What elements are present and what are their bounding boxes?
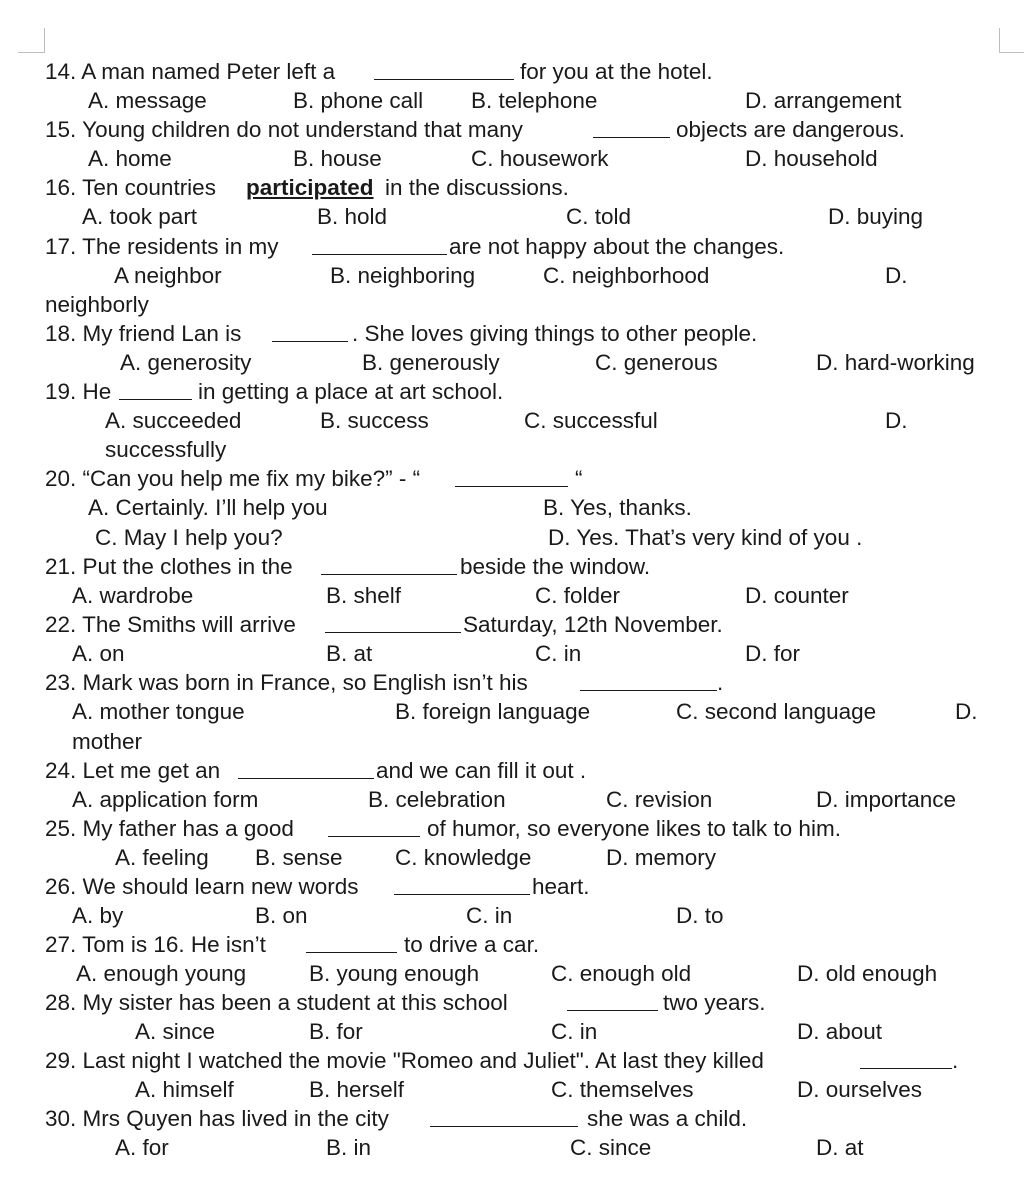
answer-option: B. sense — [255, 845, 343, 870]
question-text-after: “ — [575, 466, 583, 491]
question-text-after: . She loves giving things to other people. — [352, 321, 758, 346]
answer-option-continued: mother — [72, 729, 143, 754]
question-text-after: of humor, so everyone likes to talk to him. — [427, 816, 841, 841]
options-line — [0, 523, 1024, 552]
question-text: 26. We should learn new words — [45, 874, 359, 899]
answer-option: B. telephone — [471, 88, 598, 113]
options-line — [0, 261, 1024, 290]
page-corner-mark-right — [999, 28, 1024, 53]
question-text-after: Saturday, 12th November. — [463, 612, 723, 637]
answer-option: D. household — [745, 146, 878, 171]
question-line — [0, 930, 1024, 959]
question-text: 30. Mrs Quyen has lived in the city — [45, 1106, 389, 1131]
answer-option: A. Certainly. I’ll help you — [88, 495, 328, 520]
answer-option: B. on — [255, 903, 308, 928]
question-text: 19. He — [45, 379, 112, 404]
answer-option: B. in — [326, 1135, 372, 1160]
question-text: 15. Young children do not understand that many — [45, 117, 523, 142]
question-line — [0, 668, 1024, 697]
answer-option: D. old enough — [797, 961, 938, 986]
answer-blank[interactable] — [328, 814, 420, 837]
answer-option: C. May I help you? — [95, 525, 283, 550]
answer-option: A. feeling — [115, 845, 209, 870]
answer-option: B. success — [320, 408, 429, 433]
answer-option: A. home — [88, 146, 172, 171]
answer-option: B. herself — [309, 1077, 405, 1102]
answer-option-continued: neighborly — [45, 292, 149, 317]
question-text-after: . — [717, 670, 724, 695]
question-line — [0, 756, 1024, 785]
answer-option: A. enough young — [76, 961, 247, 986]
question-text: 23. Mark was born in France, so English isn’t his — [45, 670, 528, 695]
answer-option: B. neighboring — [330, 263, 476, 288]
answer-option: D. to — [676, 903, 724, 928]
answer-blank[interactable] — [119, 377, 192, 400]
answer-option: A. for — [115, 1135, 169, 1160]
answer-option: D. — [885, 263, 908, 288]
answer-option: D. importance — [816, 787, 957, 812]
question-text: 25. My father has a good — [45, 816, 294, 841]
answer-option: C. since — [570, 1135, 652, 1160]
options-line — [0, 406, 1024, 435]
answer-blank[interactable] — [430, 1104, 578, 1127]
options-line — [0, 1075, 1024, 1104]
answer-option: A. on — [72, 641, 125, 666]
options-line — [0, 348, 1024, 377]
answer-option: B. for — [309, 1019, 363, 1044]
answer-option: D. about — [797, 1019, 883, 1044]
question-text: 18. My friend Lan is — [45, 321, 242, 346]
answer-option: A. wardrobe — [72, 583, 194, 608]
question-line — [0, 610, 1024, 639]
options-line — [0, 1133, 1024, 1162]
options-line — [0, 144, 1024, 173]
question-line — [0, 173, 1024, 202]
answer-blank[interactable] — [325, 610, 461, 633]
answer-option: B. at — [326, 641, 373, 666]
question-line — [0, 377, 1024, 406]
options-line — [0, 959, 1024, 988]
answer-option: A neighbor — [114, 263, 222, 288]
answer-blank[interactable] — [593, 115, 670, 138]
question-text: 29. Last night I watched the movie "Romeo and Juliet". At last they killed — [45, 1048, 764, 1073]
answer-option: C. in — [466, 903, 513, 928]
question-text-after: beside the window. — [460, 554, 651, 579]
question-text-after: and we can fill it out . — [376, 758, 587, 783]
answer-option: B. Yes, thanks. — [543, 495, 692, 520]
answer-option: D. at — [816, 1135, 864, 1160]
question-text: 27. Tom is 16. He isn’t — [45, 932, 266, 957]
answer-option-continued: successfully — [105, 437, 227, 462]
question-text: 17. The residents in my — [45, 234, 279, 259]
answer-option: B. house — [293, 146, 382, 171]
options-line — [0, 639, 1024, 668]
question-line — [0, 1104, 1024, 1133]
answer-option: A. generosity — [120, 350, 252, 375]
question-line — [0, 232, 1024, 261]
answer-blank[interactable] — [374, 57, 514, 80]
answer-blank[interactable] — [394, 872, 530, 895]
question-text-after: are not happy about the changes. — [449, 234, 785, 259]
question-text-after: she was a child. — [587, 1106, 748, 1131]
answer-blank[interactable] — [321, 552, 457, 575]
options-line — [0, 581, 1024, 610]
answer-option: B. generously — [362, 350, 500, 375]
answer-option: C. told — [566, 204, 632, 229]
options-line — [0, 843, 1024, 872]
answer-option: D. for — [745, 641, 801, 666]
options-line — [0, 697, 1024, 726]
answer-option: A. succeeded — [105, 408, 242, 433]
options-line — [0, 202, 1024, 231]
question-text-after: two years. — [663, 990, 766, 1015]
question-text-after: in the discussions. — [385, 175, 569, 200]
question-line — [0, 872, 1024, 901]
answer-option: B. hold — [317, 204, 388, 229]
question-line — [0, 552, 1024, 581]
options-line — [0, 785, 1024, 814]
answer-option: C. generous — [595, 350, 718, 375]
answer-option: C. themselves — [551, 1077, 694, 1102]
answer-option: D. buying — [828, 204, 924, 229]
question-line — [0, 57, 1024, 86]
answer-option: C. second language — [676, 699, 877, 724]
answer-option: A. by — [72, 903, 124, 928]
question-line — [0, 988, 1024, 1017]
answer-option: B. foreign language — [395, 699, 591, 724]
question-text: 21. Put the clothes in the — [45, 554, 293, 579]
option-wrap-line — [0, 290, 1024, 319]
answer-option: D. ourselves — [797, 1077, 923, 1102]
answer-option: C. successful — [524, 408, 658, 433]
page-corner-mark-left — [18, 28, 45, 53]
answer-option: C. folder — [535, 583, 621, 608]
answer-option: D. memory — [606, 845, 717, 870]
answer-option: C. enough old — [551, 961, 692, 986]
underlined-word: participated — [246, 175, 374, 200]
answer-blank[interactable] — [272, 319, 348, 342]
question-text-after: for you at the hotel. — [520, 59, 713, 84]
question-line — [0, 464, 1024, 493]
question-text-after: in getting a place at art school. — [198, 379, 504, 404]
answer-option: C. in — [551, 1019, 598, 1044]
answer-option: B. young enough — [309, 961, 480, 986]
answer-option: D. — [885, 408, 908, 433]
answer-option: B. shelf — [326, 583, 402, 608]
question-text: 22. The Smiths will arrive — [45, 612, 296, 637]
answer-option: C. neighborhood — [543, 263, 710, 288]
answer-option: D. arrangement — [745, 88, 902, 113]
answer-option: B. phone call — [293, 88, 424, 113]
question-line — [0, 1046, 1024, 1075]
question-text-after: heart. — [532, 874, 590, 899]
answer-blank[interactable] — [238, 756, 374, 779]
answer-option: C. knowledge — [395, 845, 532, 870]
question-text-after: objects are dangerous. — [676, 117, 905, 142]
question-text: 24. Let me get an — [45, 758, 221, 783]
answer-option: A. message — [88, 88, 207, 113]
question-text: 16. Ten countries — [45, 175, 216, 200]
options-line — [0, 493, 1024, 522]
answer-option: C. revision — [606, 787, 713, 812]
answer-option: A. application form — [72, 787, 259, 812]
answer-option: A. himself — [135, 1077, 234, 1102]
answer-option: B. celebration — [368, 787, 506, 812]
answer-option: A. mother tongue — [72, 699, 245, 724]
answer-blank[interactable] — [567, 988, 658, 1011]
answer-blank[interactable] — [455, 464, 568, 487]
question-text-after: . — [952, 1048, 959, 1073]
answer-option: D. — [955, 699, 978, 724]
answer-option: A. took part — [82, 204, 198, 229]
answer-option: C. housework — [471, 146, 609, 171]
question-text: 28. My sister has been a student at this school — [45, 990, 508, 1015]
answer-blank[interactable] — [580, 668, 717, 691]
options-line — [0, 901, 1024, 930]
question-text-after: to drive a car. — [404, 932, 540, 957]
option-wrap-line — [0, 435, 1024, 464]
answer-option: D. Yes. That’s very kind of you . — [548, 525, 863, 550]
answer-option: D. hard-working — [816, 350, 975, 375]
options-line — [0, 1017, 1024, 1046]
answer-option: A. since — [135, 1019, 216, 1044]
question-text: 20. “Can you help me fix my bike?” - “ — [45, 466, 421, 491]
question-line — [0, 814, 1024, 843]
options-line — [0, 86, 1024, 115]
answer-blank[interactable] — [306, 930, 397, 953]
answer-option: D. counter — [745, 583, 849, 608]
question-line — [0, 115, 1024, 144]
answer-blank[interactable] — [312, 232, 447, 255]
question-line — [0, 319, 1024, 348]
answer-option: C. in — [535, 641, 582, 666]
question-text: 14. A man named Peter left a — [45, 59, 336, 84]
answer-blank[interactable] — [860, 1046, 952, 1069]
option-wrap-line — [0, 727, 1024, 756]
